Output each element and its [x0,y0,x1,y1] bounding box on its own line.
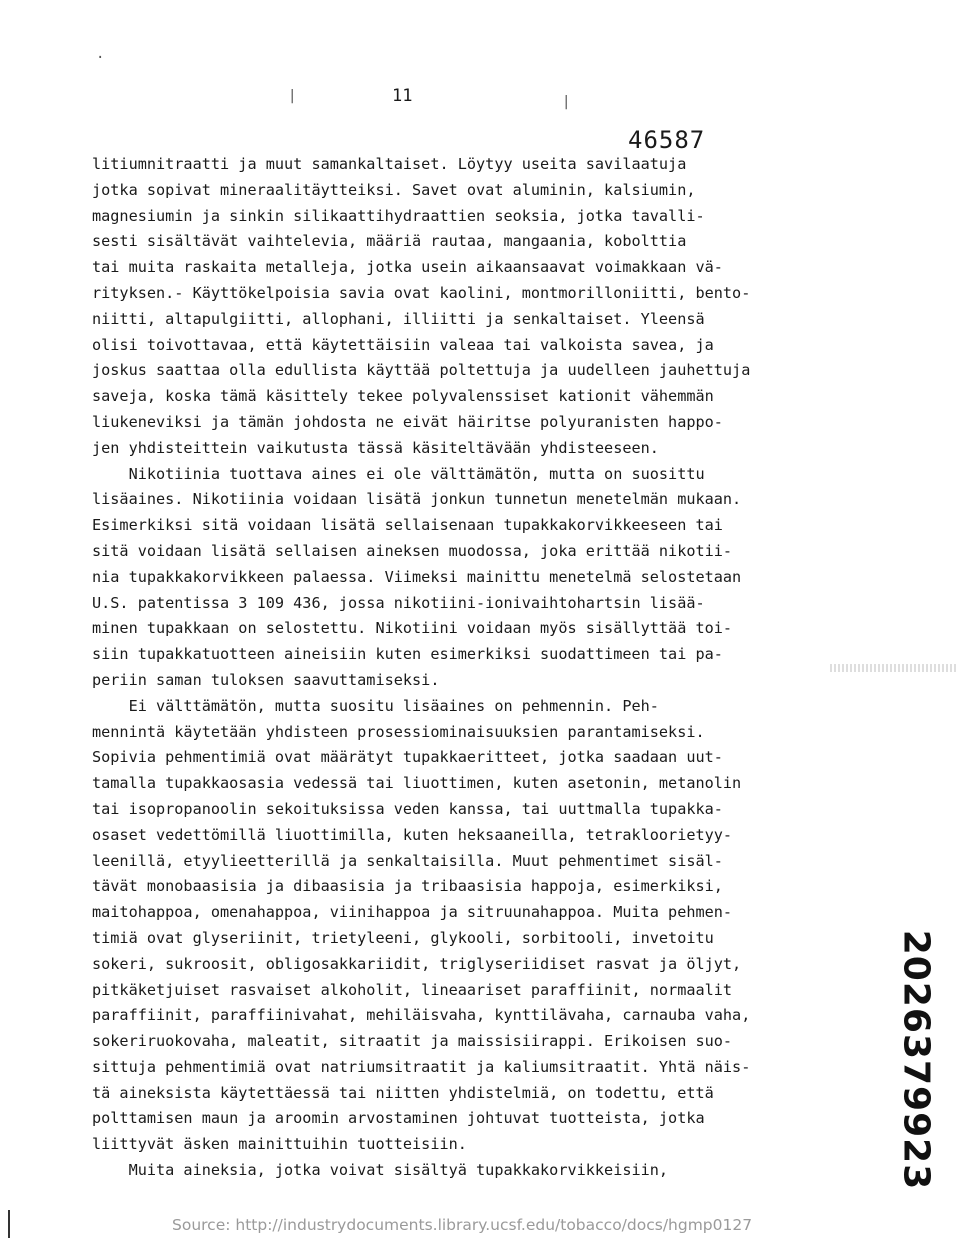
text-line: U.S. patentissa 3 109 436, jossa nikotiini-ionivaihtohartsin lisää- [92,593,705,612]
bates-stamp: 2026379923 [895,929,937,1191]
source-line: Source: http://industrydocuments.library.ucsf.edu/tobacco/docs/hgmp0127 [172,1216,753,1234]
text-line: sokeri, sukroosit, obligosakkariidit, triglyseriidiset rasvat ja öljyt, [92,954,742,973]
text-line: pitkäketjuiset rasvaiset alkoholit, lineaariset paraffiinit, normaalit [92,980,733,999]
text-line: Sopivia pehmentimiä ovat määrätyt tupakkaeritteet, jotka saadaan uut- [92,748,723,767]
text-line: osaset vedettömillä liuottimilla, kuten heksaaneilla, tetrakloorietyy- [92,825,733,844]
text-line: minen tupakkaan on selostettu. Nikotiini voidaan myös sisällyttää toi- [92,619,733,638]
margin-tick-left: | [288,88,297,104]
text-line: siin tupakkatuotteen aineisiin kuten esimerkiksi suodattimeen tai pa- [92,645,723,664]
text-line: jotka sopivat mineraalitäytteiksi. Savet ovat aluminin, kalsiumin, [92,180,696,199]
scan-noise [830,664,958,672]
text-line: tävät monobaasisia ja dibaasisia ja tribaasisia happoja, esimerkiksi, [92,877,723,896]
margin-mark [8,1210,10,1238]
text-line: liukeneviksi ja tämän johdosta ne eivät häiritse polyuranisten happo- [92,412,723,431]
margin-tick-right: | [562,94,571,110]
text-line: maitohappoa, omenahappoa, viinihappoa ja sitruunahappoa. Muita pehmen- [92,903,733,922]
text-line: tä aineksista käytettäessä tai niitten yhdistelmiä, on todettu, että [92,1083,714,1102]
body-text [92,152,832,1184]
page-number: 11 [392,86,413,106]
text-line: Muita aineksia, jotka voivat sisältyä tupakkakorvikkeisiin, [92,1161,669,1180]
text-line: joskus saattaa olla edullista käyttää poltettuja ja uudelleen jauhettuja [92,361,751,380]
text-line: polttamisen maun ja aroomin arvostaminen johtuvat tuotteista, jotka [92,1109,705,1128]
text-line: timiä ovat glyseriinit, trietyleeni, glykooli, sorbitooli, invetoitu [92,928,714,947]
top-left-speck: · [96,50,105,66]
text-line: niitti, altapulgiitti, allophani, illiitti ja senkaltaiset. Yleensä [92,309,705,328]
text-line: Nikotiinia tuottava aines ei ole välttämätön, mutta on suosittu [92,464,705,483]
text-line: magnesiumin ja sinkin silikaattihydraattien seoksia, jotka tavalli- [92,206,705,225]
text-line: saveja, koska tämä käsittely tekee polyvalenssiset kationit vähemmän [92,387,714,406]
text-line: leenillä, etyylieetterillä ja senkaltaisilla. Muut pehmentimet sisäl- [92,851,723,870]
document-number: 46587 [628,126,706,154]
text-line: mennintä käytetään yhdisteen prosessiominaisuuksien parantamiseksi. [92,722,705,741]
text-line: lisäaines. Nikotiinia voidaan lisätä jonkun tunnetun menetelmän mukaan. [92,490,742,509]
text-line: tamalla tupakkaosasia vedessä tai liuottimen, kuten asetonin, metanolin [92,774,742,793]
text-line: olisi toivottavaa, että käytettäisiin valeaa tai valkoista savea, ja [92,335,714,354]
text-line: rityksen.- Käyttökelpoisia savia ovat kaolini, montmorilloniitti, bento- [92,283,751,302]
text-line: sesti sisältävät vaihtelevia, määriä rautaa, mangaania, kobolttia [92,232,687,251]
text-line: sokeriruokovaha, maleatit, sitraatit ja maissisiirappi. Erikoisen suo- [92,1032,733,1051]
text-line: sitä voidaan lisätä sellaisen aineksen muodossa, joka erittää nikotii- [92,541,733,560]
text-line: jen yhdisteittein vaikutusta tässä käsiteltävään yhdisteeseen. [92,438,659,457]
text-line: litiumnitraatti ja muut samankaltaiset. Löytyy useita savilaatuja [92,155,687,173]
text-line: sittuja pehmentimiä ovat natriumsitraatit ja kaliumsitraatit. Yhtä näis- [92,1057,751,1076]
text-line: Ei välttämätön, mutta suositu lisäaines on pehmennin. Peh- [92,696,659,715]
text-line: periin saman tuloksen saavuttamiseksi. [92,670,440,689]
text-line: Esimerkiksi sitä voidaan lisätä sellaisenaan tupakkakorvikkeeseen tai [92,516,723,535]
text-line: paraffiinit, paraffiinivahat, mehiläisvaha, kynttilävaha, carnauba vaha, [92,1006,751,1025]
text-line: tai isopropanoolin sekoituksissa veden kanssa, tai uuttmalla tupakka- [92,799,723,818]
text-line: liittyvät äsken mainittuihin tuotteisiin. [92,1135,467,1154]
text-line: nia tupakkakorvikkeen palaessa. Viimeksi mainittu menetelmä selostetaan [92,567,742,586]
text-line: tai muita raskaita metalleja, jotka usein aikaansaavat voimakkaan vä- [92,258,723,277]
